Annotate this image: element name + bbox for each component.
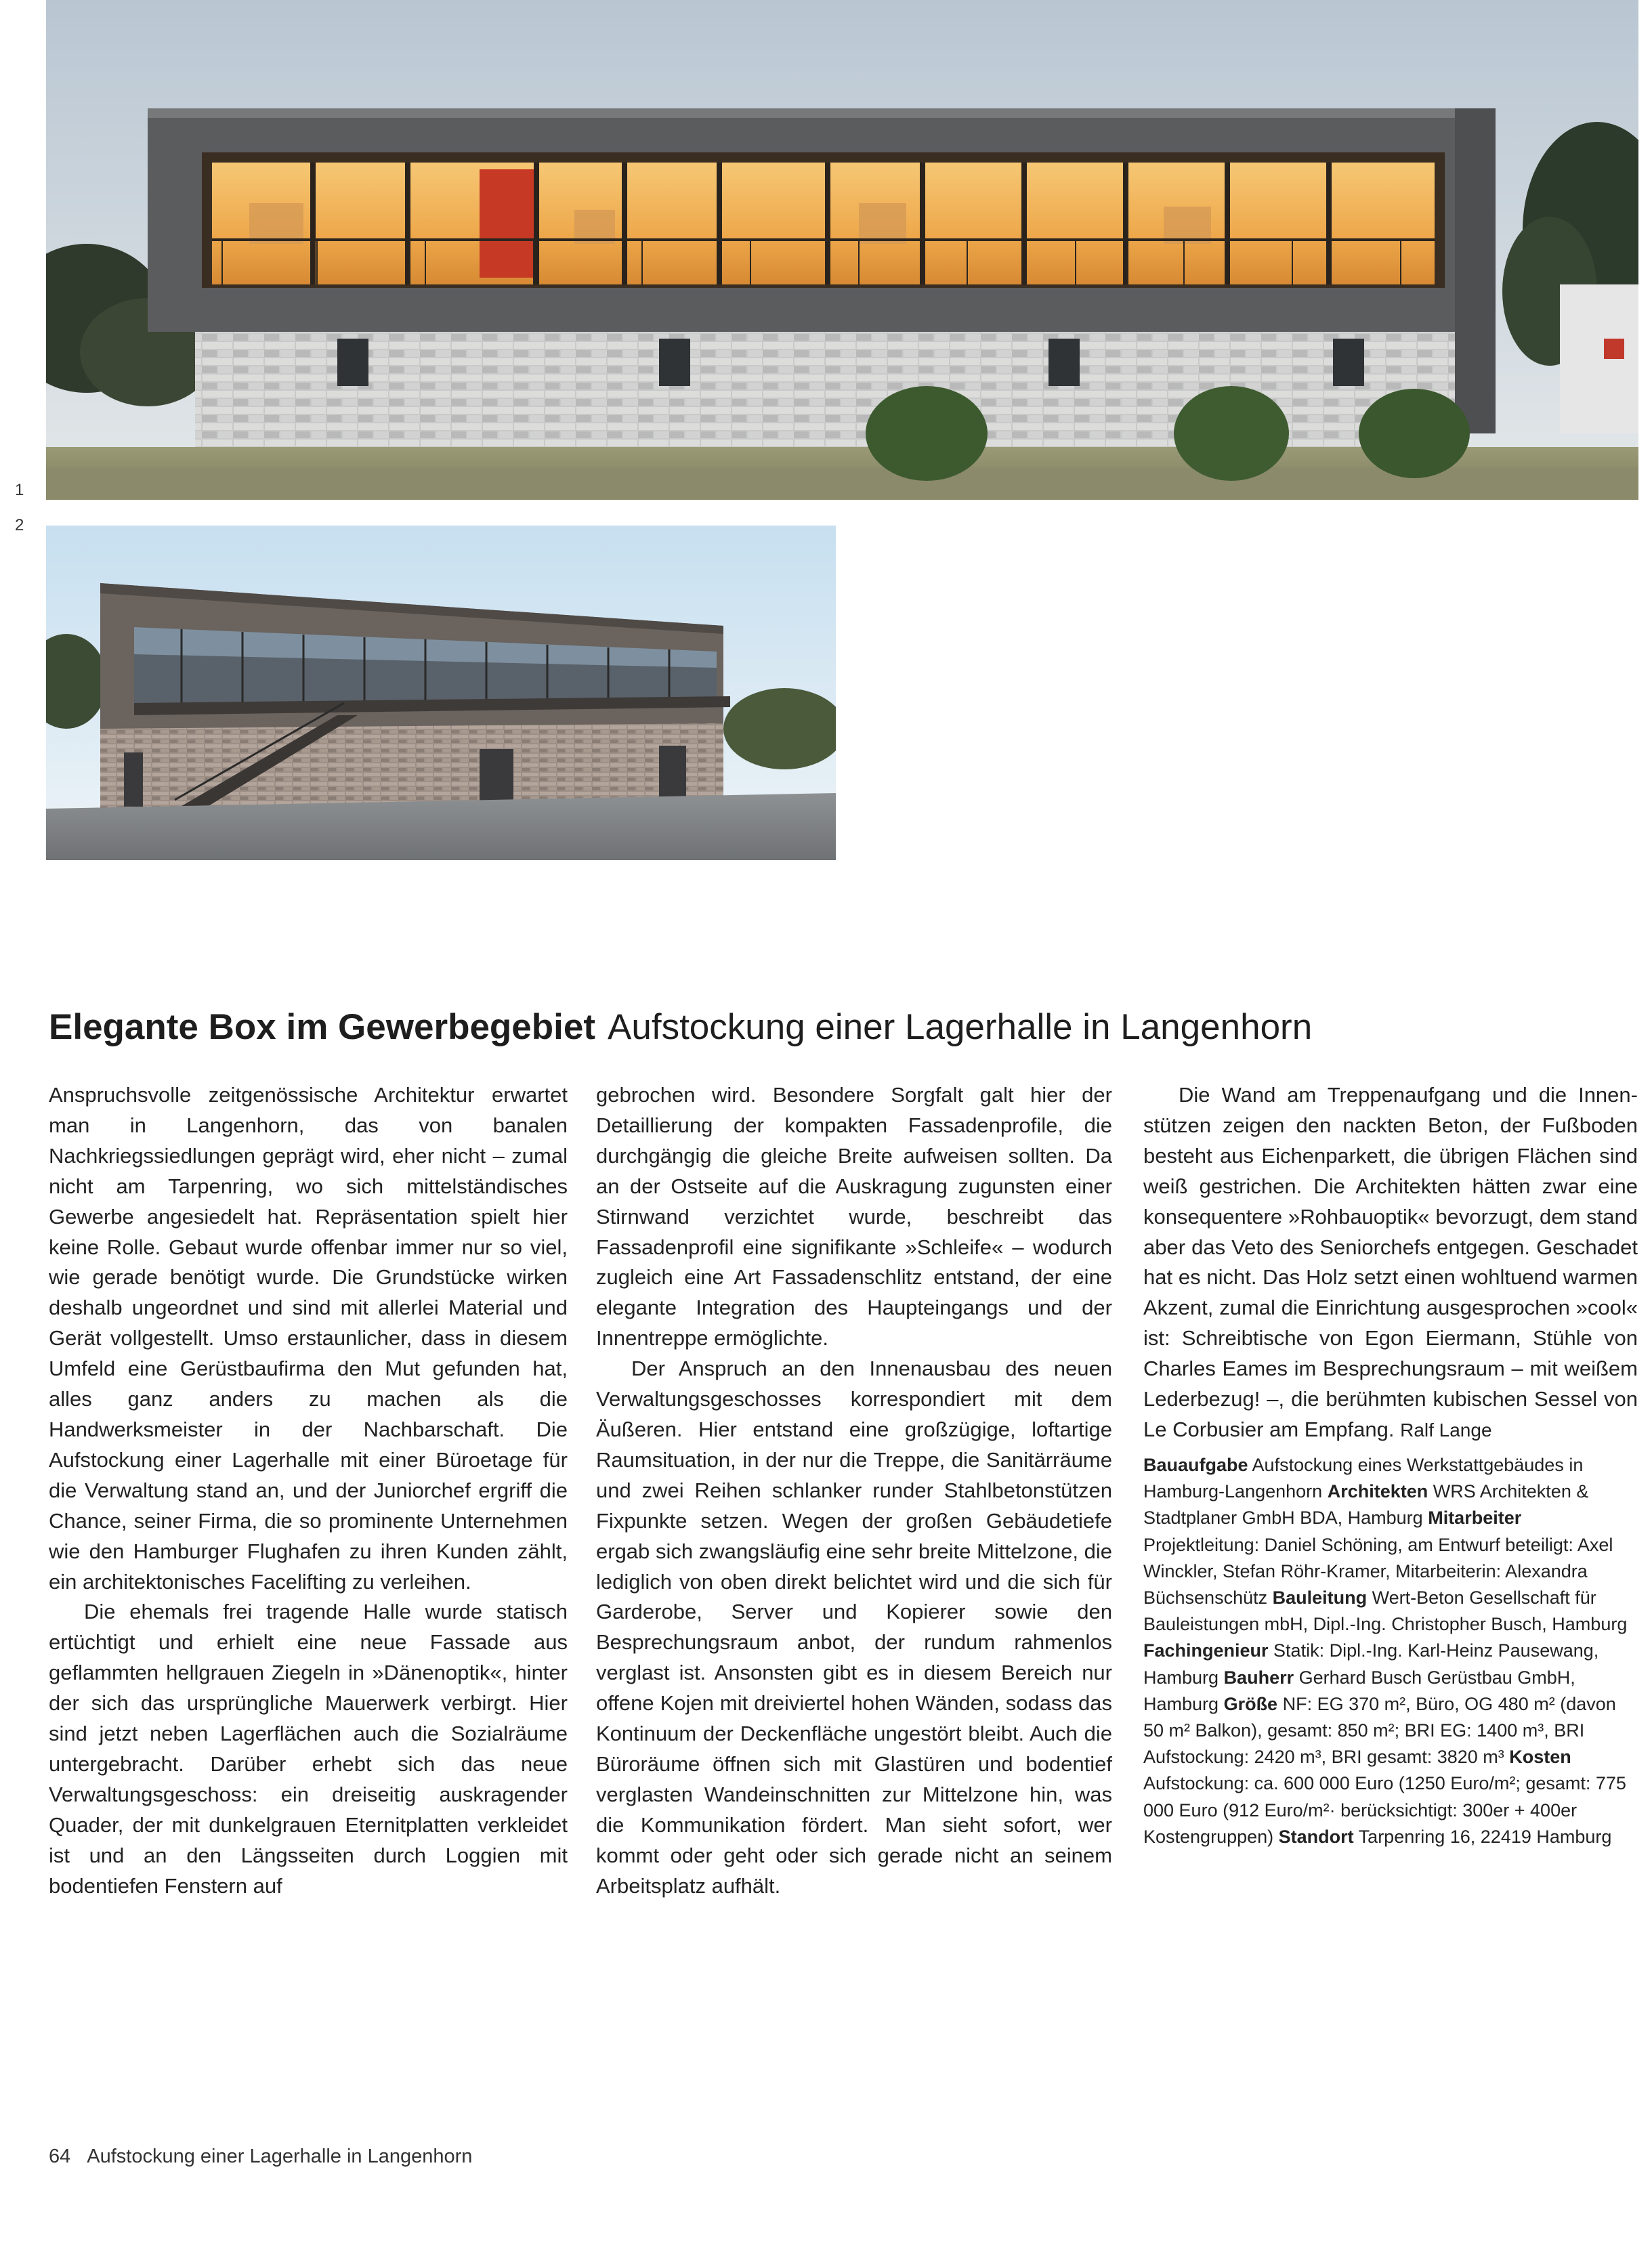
fact-value: Projektleitung: Daniel Schöning, am Entwurf beteiligt: Axel Winckler, Stefan Röhr-Kramer, Mitarbeiterin: Alexandra Büchsenschütz <box>1143 1534 1613 1609</box>
page-number: 64 <box>49 2146 71 2167</box>
body-column-3 <box>1143 1080 1638 1446</box>
body-paragraph <box>1143 1080 1638 1446</box>
body-column-1 <box>49 1080 568 1901</box>
fact-value: NF: EG 370 m², Büro, OG 480 m² (davon 50 m² Balkon), gesamt: 850 m²; BRI EG: 1400 m³, BRI Aufstockung: 2420 m³, BRI gesamt: 3820 m³ <box>1143 1693 1616 1768</box>
fact-label: Mitarbeiter <box>1428 1508 1522 1529</box>
body-paragraph-text: Die Wand am Treppenaufgang und die Innenstützen zeigen den nackten Beton, der Fußboden besteht aus Eichenparkett, die übrigen Flächen sind weiß gestrichen. Die Architekten hätten zwar eine konsequentere »Rohbauoptik« bevorzugt, dem stand aber das Veto des Seniorchefs entgegen. Geschadet hat es nicht. Das Holz setzt einen wohltuend warmen Akzent, zumal die Einrichtung ausgesprochen »cool« ist: Schreibtische von Egon Eiermann, Stühle von Charles Eames im Besprechungsraum – mit weißem Lederbezug! –, die berühmten kubischen Sessel von Le Corbusier am Empfang. <box>1143 1083 1638 1441</box>
fact-label: Bauherr <box>1223 1667 1294 1688</box>
building-photo-side-stair <box>46 526 836 860</box>
fact-value: Aufstockung: ca. 600 000 Euro (1250 Euro/m²; gesamt: 775 000 Euro (912 Euro/m²· berücksichtigt: 300er + 400er Kostengruppen) <box>1143 1773 1626 1847</box>
body-paragraph: Anspruchsvolle zeitgenössische Architektur erwartet man in Langenhorn, das von banalen Nachkriegssiedlungen geprägt wird, eher nicht – zumal nicht am Tarpenring, wo sich mittelständisches Gewerbe angesiedelt hat. Repräsentation spielt hier keine Rolle. Gebaut wurde offenbar immer nur so viel, wie gerade benötigt wurde. Die Grundstücke wirken deshalb ungeordnet und sind mit allerlei Material und Gerät vollgestellt. Umso erstaunlicher, dass in diesem Umfeld eine Gerüstbaufirma den Mut gefunden hat, alles ganz anders zu machen als die Handwerksmeister in der Nachbarschaft. Die Aufstockung einer Lagerhalle mit einer Büroetage für die Verwaltung stand an, und der Juniorchef ergriff die Chance, seiner Firma, die so prominente Unternehmen wie den Hamburger Flughafen zu ihren Kunden zählt, ein architektonisches Facelifting zu verleihen. <box>49 1083 568 1594</box>
building-photo-front-dusk <box>46 0 1638 500</box>
body-paragraph: Die ehemals frei tragende Halle wurde statisch ertüchtigt und erhielt eine neue Fassade aus geflammten hellgrauen Ziegeln in »Dänenoptik«, hinter der sich das ursprüngliche Mauerwerk verbirgt. Hier sind jetzt neben Lagerflächen auch die Sozialräume untergebracht. Darüber erhebt sich das neue Verwaltungsgeschoss: ein dreiseitig auskragender Quader, der mit dunkelgrauen Eternitplatten verkleidet ist und an den Längsseiten durch Loggien mit bodentiefen Fenstern auf <box>49 1600 568 1898</box>
fact-label: Größe <box>1223 1693 1278 1714</box>
figure-number-1: 1 <box>15 481 24 499</box>
author-name: Ralf Lange <box>1400 1419 1492 1441</box>
headline-subtitle: Aufstockung einer Lagerhalle in Langenhorn <box>608 1007 1313 1047</box>
fact-label: Standort <box>1278 1826 1354 1847</box>
running-title: Aufstockung einer Lagerhalle in Langenhorn <box>87 2146 473 2167</box>
body-paragraph: Der Anspruch an den Innenausbau des neuen Verwaltungsgeschosses korrespondiert mit dem Äußeren. Hier entstand eine großzügige, loftartige Raumsituation, in der nur die Treppe, die Sanitärräume und zwei Reihen schlanker runder Stahlbetonstützen Fixpunkte setzen. Wegen der großen Gebäudetiefe ergab sich zwangsläufig eine sehr breite Mittelzone, die lediglich von oben direkt belichtet wird und die sich für Garderobe, Server und Kopierer sowie den Besprechungsraum anbot, der rundum rahmenlos verglast ist. Ansonsten gibt es in diesem Bereich nur offene Kojen mit dreiviertel hohen Wänden, sodass das Kontinuum der Deckenfläche ungestört bleibt. Auch die Büroräume öffnen sich mit Glastüren und bodentief verglasten Wandeinschnitten zur Mittelzone hin, was die Kommunikation fördert. Man sieht sofort, wer kommt oder geht oder sich gerade nicht an seinem Arbeitsplatz aufhält. <box>596 1357 1112 1898</box>
article-headline <box>49 1004 1607 1051</box>
figure-number-2: 2 <box>15 516 24 534</box>
fact-value: Aufstockung eines Werkstattgebäudes in Hamburg-Langenhorn <box>1143 1455 1584 1502</box>
fact-label: Kosten <box>1509 1747 1571 1768</box>
fact-value: Statik: Dipl.-Ing. Karl-Heinz Pausewang, Hamburg <box>1143 1640 1599 1688</box>
fact-label: Bauaufgabe <box>1143 1455 1248 1475</box>
body-column-2 <box>596 1080 1112 1901</box>
fact-value: Tarpenring 16, 22419 Hamburg <box>1358 1826 1612 1847</box>
fact-label: Architekten <box>1327 1481 1428 1502</box>
body-paragraph: gebrochen wird. Besondere Sorgfalt galt hier der Detaillierung der kompakten Fassadenprofile, die durchgängig die gleiche Breite aufweisen sollten. Da an der Ostseite auf die Auskragung zugunsten einer Stirnwand verzichtet wurde, beschreibt das Fassadenprofil eine signifikante »Schleife« – wodurch zugleich eine Art Fassadenschlitz entstand, der eine elegante Integration des Haupteingangs und der Innentreppe ermöglichte. <box>596 1083 1112 1350</box>
fact-label: Bauleitung <box>1272 1588 1368 1609</box>
fact-label: Fachingenieur <box>1143 1640 1269 1661</box>
project-facts <box>1143 1452 1638 1850</box>
headline-title: Elegante Box im Gewerbegebiet <box>49 1007 596 1047</box>
fact-value: Gerhard Busch Gerüstbau GmbH, Hamburg <box>1143 1667 1575 1714</box>
fact-value: WRS Architekten & Stadtplaner GmbH BDA, Hamburg <box>1143 1481 1589 1529</box>
fact-value: Wert-Beton Gesellschaft für Bauleistungen mbH, Dipl.-Ing. Christopher Busch, Hamburg <box>1143 1588 1628 1635</box>
page-footer <box>49 2146 472 2168</box>
